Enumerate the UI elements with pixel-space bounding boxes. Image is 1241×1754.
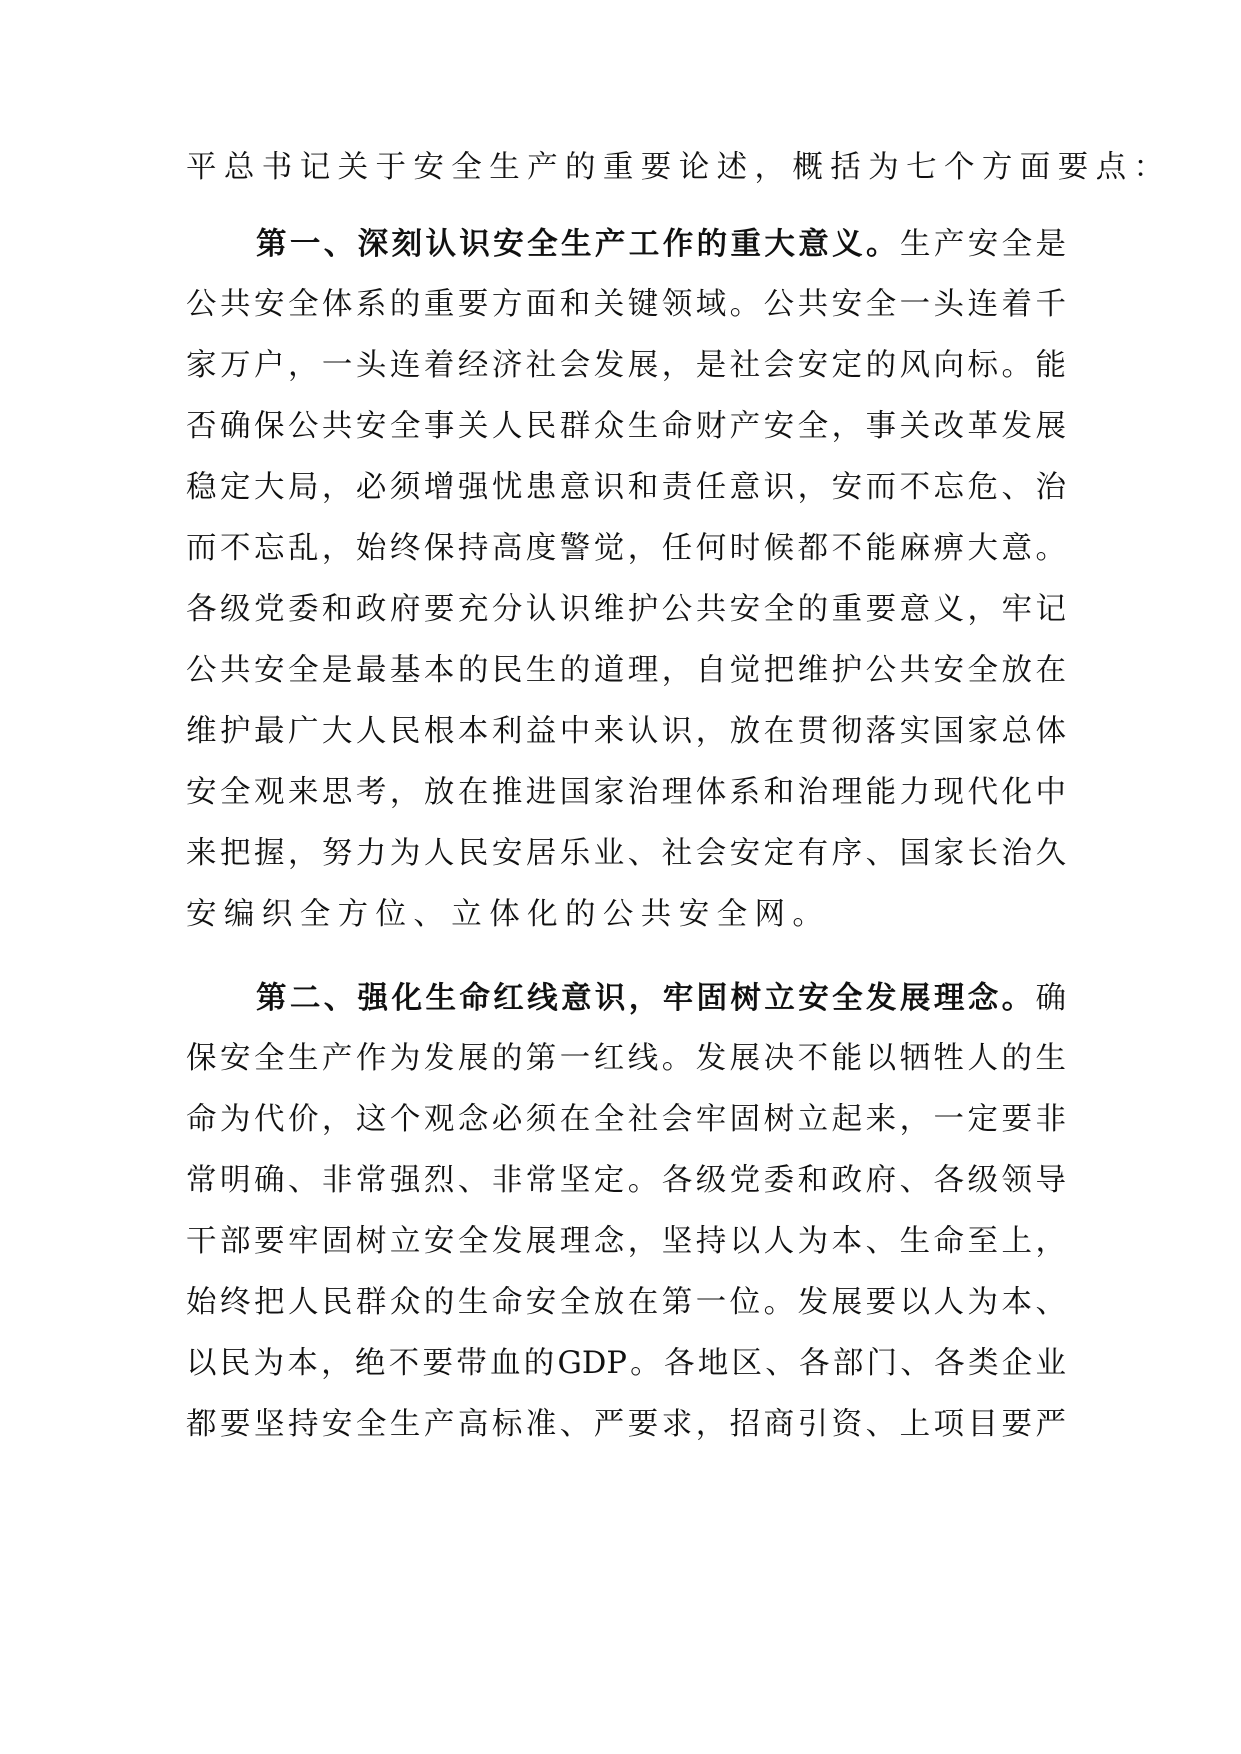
point1-line: 公共安全体系的重要方面和关键领域。公共安全一头连着千 — [186, 287, 1066, 322]
point2-line: 都要坚持安全生产高标准、严要求，招商引资、上项目要严 — [186, 1407, 1066, 1442]
point2-line: 命为代价，这个观念必须在全社会牢固树立起来，一定要非 — [186, 1102, 1066, 1137]
point1-first-line — [256, 214, 1066, 274]
point2-line: 干部要牢固树立安全发展理念，坚持以人为本、生命至上， — [186, 1224, 1066, 1259]
point2-heading: 第二、强化生命红线意识，牢固树立安全发展理念。 — [256, 980, 1036, 1016]
point1-first-line-rest: 生产安全是 — [899, 227, 1067, 262]
point1-line: 家万户，一头连着经济社会发展，是社会安定的风向标。能 — [186, 348, 1066, 383]
point1-heading: 第一、深刻认识安全生产工作的重大意义。 — [256, 226, 900, 262]
point1-line: 各级党委和政府要充分认识维护公共安全的重要意义，牢记 — [186, 592, 1066, 627]
intro-line: 平总书记关于安全生产的重要论述，概括为七个方面要点： — [186, 150, 1172, 185]
point2-first-line-rest: 确 — [1035, 981, 1066, 1016]
point2-first-line — [256, 968, 1066, 1028]
point1-line: 来把握，努力为人民安居乐业、社会安定有序、国家长治久 — [186, 836, 1066, 871]
point1-line: 维护最广大人民根本利益中来认识，放在贯彻落实国家总体 — [186, 714, 1066, 749]
point1-line: 公共安全是最基本的民生的道理，自觉把维护公共安全放在 — [186, 653, 1066, 688]
point2-line: 常明确、非常强烈、非常坚定。各级党委和政府、各级领导 — [186, 1163, 1066, 1198]
point1-line: 安全观来思考，放在推进国家治理体系和治理能力现代化中 — [186, 775, 1066, 810]
point1-line: 稳定大局，必须增强忧患意识和责任意识，安而不忘危、治 — [186, 470, 1066, 505]
point2-line: 保安全生产作为发展的第一红线。发展决不能以牺牲人的生 — [186, 1041, 1066, 1076]
point2-line: 始终把人民群众的生命安全放在第一位。发展要以人为本、 — [186, 1285, 1066, 1320]
point1-last-line: 安编织全方位、立体化的公共安全网。 — [186, 897, 831, 932]
point2-line: 以民为本，绝不要带血的GDP。各地区、各部门、各类企业 — [186, 1346, 1066, 1381]
point1-line: 而不忘乱，始终保持高度警觉，任何时候都不能麻痹大意。 — [186, 531, 1066, 566]
point1-line: 否确保公共安全事关人民群众生命财产安全，事关改革发展 — [186, 409, 1066, 444]
